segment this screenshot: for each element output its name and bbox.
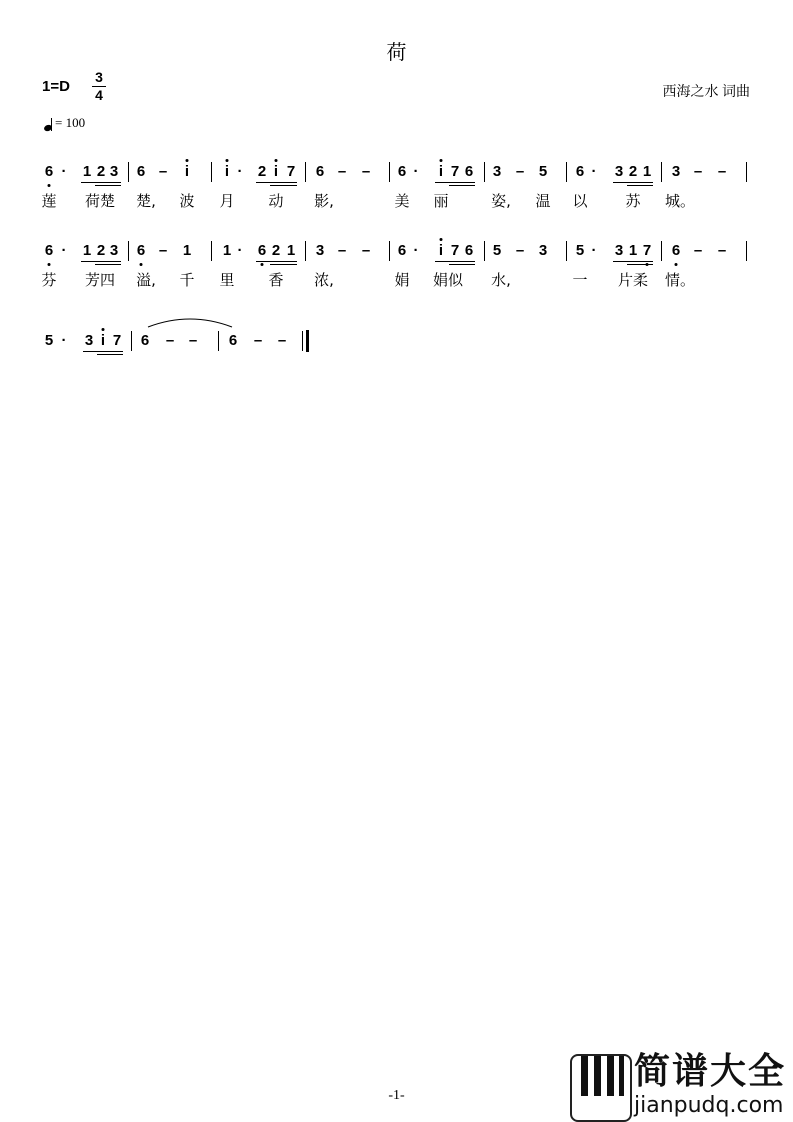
piano-icon — [570, 1054, 632, 1122]
dot-mark: · — [591, 242, 597, 259]
note: 2 — [271, 242, 281, 259]
note: 3 — [671, 163, 681, 180]
logo-url: jianpudq.com — [634, 1093, 784, 1118]
dash: – — [717, 163, 727, 180]
time-sig-top: 3 — [95, 69, 103, 85]
note: i — [224, 163, 230, 180]
note: 3 — [84, 332, 94, 349]
note: 3 — [614, 163, 624, 180]
dash: – — [361, 242, 371, 259]
note: 6 — [397, 242, 407, 259]
note: 2 — [96, 163, 106, 180]
score-line-3 — [0, 333, 793, 393]
score-line-2 — [0, 243, 793, 303]
dash: – — [277, 332, 287, 349]
note: 6 — [44, 242, 54, 259]
note: i — [438, 242, 444, 259]
note: 7 — [450, 163, 460, 180]
slur-tie — [146, 315, 234, 329]
page-number: -1- — [388, 1088, 405, 1103]
note: 2 — [628, 163, 638, 180]
lyric: 一 — [572, 271, 588, 289]
lyric: 波 — [179, 192, 195, 210]
note: 3 — [109, 163, 119, 180]
note: 1 — [222, 242, 232, 259]
lyric: 温 — [535, 192, 551, 210]
tempo-value: = 100 — [55, 115, 86, 130]
author-credit: 西海之水 词曲 — [662, 85, 750, 100]
note: 7 — [112, 332, 122, 349]
note: 6 — [397, 163, 407, 180]
lyric: 美 — [394, 192, 410, 210]
lyric: 溢, — [136, 271, 156, 289]
note: 1 — [82, 242, 92, 259]
note: 2 — [96, 242, 106, 259]
note: 6 — [575, 163, 585, 180]
note: 5 — [575, 242, 585, 259]
note: 6 — [136, 163, 146, 180]
note: 1 — [286, 242, 296, 259]
dash: – — [165, 332, 175, 349]
note: 5 — [44, 332, 54, 349]
dot-mark: · — [237, 163, 243, 180]
note: 6 — [44, 163, 54, 180]
lyric: 楚, — [136, 192, 156, 210]
lyric: 浓, — [314, 271, 334, 289]
dot-mark: · — [61, 332, 67, 349]
tempo-marking — [44, 115, 85, 131]
score-line-1 — [0, 164, 793, 224]
dot-mark: · — [61, 163, 67, 180]
note: 6 — [228, 332, 238, 349]
note: 1 — [642, 163, 652, 180]
note: i — [273, 163, 279, 180]
dash: – — [515, 163, 525, 180]
dot-mark: · — [591, 163, 597, 180]
dot-mark: · — [237, 242, 243, 259]
note: 1 — [182, 242, 192, 259]
dash: – — [337, 242, 347, 259]
note: 3 — [614, 242, 624, 259]
note: i — [438, 163, 444, 180]
dash: – — [361, 163, 371, 180]
note: i — [100, 332, 106, 349]
note: 3 — [109, 242, 119, 259]
lyric: 芬 — [41, 271, 57, 289]
lyric: 莲 — [41, 192, 57, 210]
key-signature: 1=D — [42, 78, 70, 95]
dash: – — [693, 163, 703, 180]
note: i — [184, 163, 190, 180]
note: 2 — [257, 163, 267, 180]
note: 5 — [492, 242, 502, 259]
note: 3 — [315, 242, 325, 259]
dash: – — [693, 242, 703, 259]
lyric: 片柔 — [617, 271, 649, 289]
note: 6 — [140, 332, 150, 349]
lyric: 水, — [491, 271, 511, 289]
note: 1 — [628, 242, 638, 259]
note: 6 — [671, 242, 681, 259]
dash: – — [717, 242, 727, 259]
note: 6 — [464, 163, 474, 180]
note: 7 — [642, 242, 652, 259]
lyric: 月 — [219, 192, 235, 210]
lyric: 丽 — [433, 192, 449, 210]
lyric: 苏 — [625, 192, 641, 210]
lyric: 芳四 — [84, 271, 116, 289]
lyric: 娟似 — [432, 271, 464, 289]
note: 1 — [82, 163, 92, 180]
note: 6 — [315, 163, 325, 180]
site-logo — [570, 1052, 792, 1120]
lyric: 影, — [314, 192, 334, 210]
song-title: 荷 — [386, 40, 407, 64]
lyric: 娟 — [394, 271, 410, 289]
lyric: 城。 — [664, 192, 696, 210]
lyric: 里 — [219, 271, 235, 289]
lyric: 情。 — [664, 271, 696, 289]
dot-mark: · — [413, 242, 419, 259]
time-signature — [92, 70, 106, 103]
lyric: 香 — [268, 271, 284, 289]
note: 5 — [538, 163, 548, 180]
lyric: 姿, — [491, 192, 511, 210]
note: 6 — [464, 242, 474, 259]
dash: – — [515, 242, 525, 259]
note: 6 — [257, 242, 267, 259]
note: 3 — [538, 242, 548, 259]
dash: – — [188, 332, 198, 349]
note: 7 — [286, 163, 296, 180]
dash: – — [158, 242, 168, 259]
note: 7 — [450, 242, 460, 259]
time-sig-bottom: 4 — [95, 87, 103, 103]
lyric: 动 — [268, 192, 284, 210]
note: 3 — [492, 163, 502, 180]
lyric: 千 — [179, 271, 195, 289]
dot-mark: · — [413, 163, 419, 180]
note: 6 — [136, 242, 146, 259]
lyric: 以 — [572, 192, 588, 210]
logo-name: 简谱大全 — [634, 1051, 787, 1092]
dash: – — [337, 163, 347, 180]
dash: – — [253, 332, 263, 349]
dash: – — [158, 163, 168, 180]
dot-mark: · — [61, 242, 67, 259]
lyric: 荷楚 — [84, 192, 116, 210]
